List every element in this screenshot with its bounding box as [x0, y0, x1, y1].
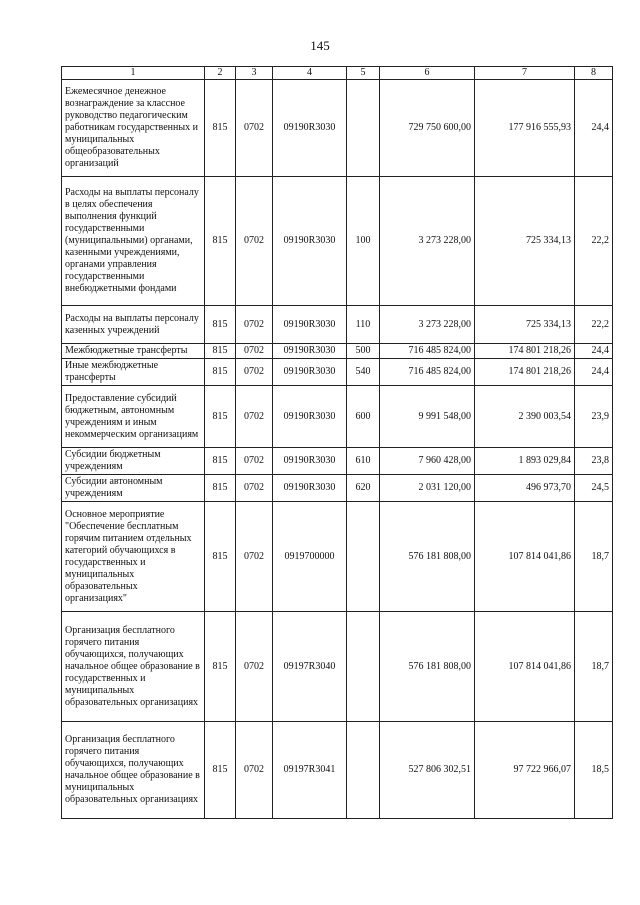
cell-actual: 725 334,13 — [475, 306, 575, 344]
row-name: Расходы на выплаты персоналу в целях обеспечения выполнения функций государственными (муниципальными) органами, казенными учреждениями, органами управления государственными внебюджетными фондами — [62, 177, 205, 306]
cell-actual: 177 916 555,93 — [475, 80, 575, 177]
row-name: Иные межбюджетные трансферты — [62, 359, 205, 386]
table-row — [62, 612, 613, 722]
cell-target: 09197R3040 — [273, 612, 347, 722]
table-row — [62, 502, 613, 612]
cell-percent: 22,2 — [575, 306, 613, 344]
row-name: Субсидии автономным учреждениям — [62, 475, 205, 502]
cell-percent: 23,9 — [575, 386, 613, 448]
cell-code: 815 — [205, 475, 236, 502]
cell-percent: 18,7 — [575, 502, 613, 612]
cell-section: 0702 — [236, 359, 273, 386]
row-name: Основное мероприятие "Обеспечение бесплатным горячим питанием отдельных категорий обучающихся в государственных и муниципальных образовательных организациях" — [62, 502, 205, 612]
row-name: Ежемесячное денежное вознаграждение за классное руководство педагогическим работникам государственных и муниципальных общеобразовательных организаций — [62, 80, 205, 177]
column-header: 2 — [205, 67, 236, 80]
cell-type: 110 — [347, 306, 380, 344]
column-header: 3 — [236, 67, 273, 80]
table-row — [62, 722, 613, 819]
cell-percent: 24,4 — [575, 80, 613, 177]
cell-percent: 18,7 — [575, 612, 613, 722]
cell-plan: 3 273 228,00 — [380, 177, 475, 306]
cell-code: 815 — [205, 306, 236, 344]
cell-plan: 7 960 428,00 — [380, 448, 475, 475]
cell-section: 0702 — [236, 177, 273, 306]
cell-type: 540 — [347, 359, 380, 386]
table-row — [62, 475, 613, 502]
cell-actual: 1 893 029,84 — [475, 448, 575, 475]
table-row — [62, 448, 613, 475]
cell-actual: 174 801 218,26 — [475, 359, 575, 386]
row-name: Межбюджетные трансферты — [62, 344, 205, 359]
cell-type: 620 — [347, 475, 380, 502]
budget-table — [61, 66, 613, 819]
cell-target: 09190R3030 — [273, 386, 347, 448]
cell-section: 0702 — [236, 502, 273, 612]
cell-type: 600 — [347, 386, 380, 448]
page-number: 145 — [310, 38, 330, 53]
cell-percent: 18,5 — [575, 722, 613, 819]
cell-code: 815 — [205, 722, 236, 819]
cell-type — [347, 80, 380, 177]
cell-plan: 527 806 302,51 — [380, 722, 475, 819]
row-name: Организация бесплатного горячего питания обучающихся, получающих начальное общее образование в государственных и муниципальных образовательных организациях — [62, 612, 205, 722]
cell-target: 09190R3030 — [273, 344, 347, 359]
cell-plan: 716 485 824,00 — [380, 344, 475, 359]
cell-target: 09190R3030 — [273, 475, 347, 502]
table-row — [62, 80, 613, 177]
cell-code: 815 — [205, 502, 236, 612]
column-header: 1 — [62, 67, 205, 80]
row-name: Субсидии бюджетным учреждениям — [62, 448, 205, 475]
cell-actual: 496 973,70 — [475, 475, 575, 502]
cell-section: 0702 — [236, 306, 273, 344]
cell-code: 815 — [205, 80, 236, 177]
cell-code: 815 — [205, 386, 236, 448]
row-name: Предоставление субсидий бюджетным, автономным учреждениям и иным некоммерческим организациям — [62, 386, 205, 448]
cell-target: 09190R3030 — [273, 306, 347, 344]
cell-target: 09190R3030 — [273, 177, 347, 306]
cell-percent: 22,2 — [575, 177, 613, 306]
cell-actual: 725 334,13 — [475, 177, 575, 306]
cell-target: 0919700000 — [273, 502, 347, 612]
cell-section: 0702 — [236, 475, 273, 502]
cell-percent: 24,4 — [575, 344, 613, 359]
cell-target: 09190R3030 — [273, 359, 347, 386]
cell-code: 815 — [205, 177, 236, 306]
column-header: 7 — [475, 67, 575, 80]
cell-plan: 576 181 808,00 — [380, 502, 475, 612]
cell-percent: 24,4 — [575, 359, 613, 386]
cell-code: 815 — [205, 344, 236, 359]
cell-type — [347, 502, 380, 612]
cell-type: 500 — [347, 344, 380, 359]
cell-type — [347, 612, 380, 722]
cell-plan: 576 181 808,00 — [380, 612, 475, 722]
cell-percent: 23,8 — [575, 448, 613, 475]
cell-section: 0702 — [236, 80, 273, 177]
table-row — [62, 359, 613, 386]
cell-type: 100 — [347, 177, 380, 306]
cell-type — [347, 722, 380, 819]
cell-section: 0702 — [236, 722, 273, 819]
cell-actual: 97 722 966,07 — [475, 722, 575, 819]
cell-actual: 107 814 041,86 — [475, 612, 575, 722]
cell-section: 0702 — [236, 612, 273, 722]
column-header: 8 — [575, 67, 613, 80]
cell-plan: 716 485 824,00 — [380, 359, 475, 386]
cell-actual: 107 814 041,86 — [475, 502, 575, 612]
cell-plan: 3 273 228,00 — [380, 306, 475, 344]
cell-section: 0702 — [236, 448, 273, 475]
row-name: Организация бесплатного горячего питания обучающихся, получающих начальное общее образование в муниципальных образовательных организациях — [62, 722, 205, 819]
table-row — [62, 306, 613, 344]
cell-code: 815 — [205, 448, 236, 475]
cell-section: 0702 — [236, 344, 273, 359]
cell-plan: 729 750 600,00 — [380, 80, 475, 177]
cell-plan: 2 031 120,00 — [380, 475, 475, 502]
cell-actual: 2 390 003,54 — [475, 386, 575, 448]
cell-percent: 24,5 — [575, 475, 613, 502]
cell-type: 610 — [347, 448, 380, 475]
column-header: 5 — [347, 67, 380, 80]
cell-code: 815 — [205, 612, 236, 722]
cell-plan: 9 991 548,00 — [380, 386, 475, 448]
table-row — [62, 386, 613, 448]
column-header: 6 — [380, 67, 475, 80]
cell-section: 0702 — [236, 386, 273, 448]
cell-code: 815 — [205, 359, 236, 386]
table-row — [62, 344, 613, 359]
table-row — [62, 177, 613, 306]
column-header: 4 — [273, 67, 347, 80]
row-name: Расходы на выплаты персоналу казенных учреждений — [62, 306, 205, 344]
cell-target: 09190R3030 — [273, 80, 347, 177]
cell-actual: 174 801 218,26 — [475, 344, 575, 359]
cell-target: 09197R3041 — [273, 722, 347, 819]
cell-target: 09190R3030 — [273, 448, 347, 475]
header-row — [62, 67, 613, 80]
